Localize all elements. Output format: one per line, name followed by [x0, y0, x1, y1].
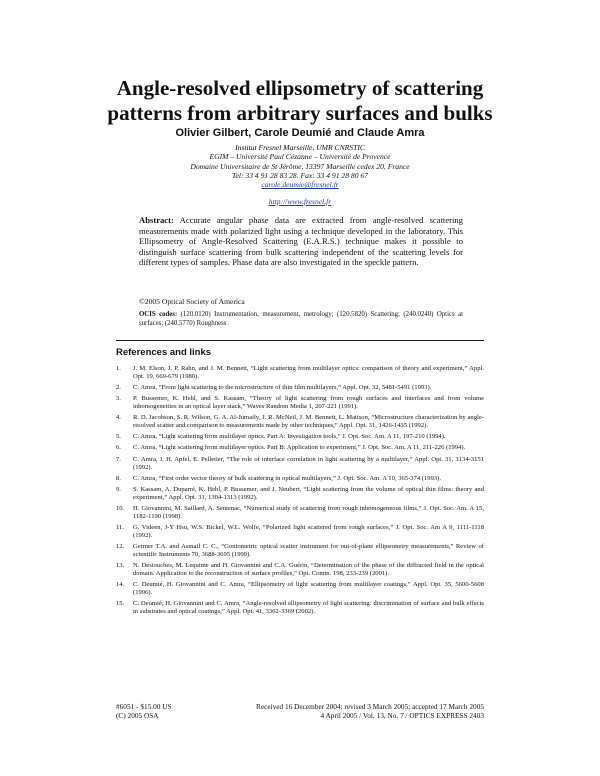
- ocis-codes: [139, 311, 463, 328]
- reference-number: 3.: [116, 395, 121, 403]
- reference-text: C. Amra, J. H. Apfel, E. Pelletier, “The role of interface correlation in light scattering by a multilayer,” Appl. Opt. 31, 3134-3151 (1992).: [133, 455, 484, 471]
- reference-item: [116, 414, 484, 430]
- title-line-2: patterns from arbitrary surfaces and bulks: [107, 101, 493, 125]
- ocis-label: OCIS codes:: [139, 311, 178, 318]
- reference-item: [116, 600, 484, 616]
- page-footer: [116, 702, 484, 720]
- reference-number: 7.: [116, 455, 121, 463]
- reference-item: [116, 562, 484, 578]
- reference-item: [116, 486, 484, 502]
- abstract: [139, 215, 463, 268]
- reference-number: 1.: [116, 365, 121, 372]
- reference-text: P. Bussemer, K. Hehl, and S. Kassam, “Theory of light scattering from rough surfaces and interfaces and from volume inhomogeneities in an optical layer stack,” Waves Random Media 1, 207-221 (1991).: [133, 395, 484, 411]
- reference-text: Germer T.A. and Asmail C. C., “Goniometric optical scatter instrument for out-of-plane ellipsometry measurements,” Review of scientific Instruments 70, 3688-3695 (1999).: [133, 543, 484, 559]
- section-divider: [116, 340, 484, 341]
- affiliation-line-1: Institut Fresnel Marseille, UMR CNRSTIC: [235, 143, 365, 152]
- reference-text: C. Amra, “Light scattering from multilayer optics. Part A: Investigation tools,” J. Opt. Soc. Am. A 11, 197-210 (1994).: [133, 433, 446, 441]
- copyright-notice: ©2005 Optical Society of America: [139, 297, 245, 306]
- reference-text: J. M. Elson, J. P. Rahn, and J. M. Bennett, “Light scattering from multilayer optics: comparison of theory and experiment,” Appl. Opt. 19, 669-679 (1980).: [133, 365, 484, 380]
- reference-item: [116, 475, 484, 483]
- reference-number: 4.: [116, 414, 121, 422]
- website-line: [60, 197, 540, 206]
- affiliation-block: [60, 143, 540, 189]
- affiliation-line-3: Domaine Universitaire de St Jérôme, 13397 Marseille cedex 20, France: [190, 161, 410, 171]
- reference-number: 12.: [116, 543, 125, 551]
- reference-item: [116, 543, 484, 559]
- abstract-label: Abstract:: [139, 215, 174, 225]
- reference-number: 8.: [116, 474, 121, 482]
- reference-text: C. Amra, “First order vector theory of bulk scattering in optical multilayers,” J. Opt. Soc. Am. A 10, 365-374 (1993).: [133, 474, 442, 482]
- reference-item: [116, 384, 484, 392]
- reference-number: 15.: [116, 600, 125, 608]
- footer-journal: 4 April 2005 / Vol. 13, No. 7 / OPTICS EXPRESS 2403: [320, 711, 484, 720]
- reference-item: [116, 395, 484, 411]
- title-line-1: Angle-resolved ellipsometry of scattering: [116, 76, 484, 100]
- affiliation-line-4: Tel: 33 4 91 28 83 28. Fax: 33 4 91 28 80 67: [232, 170, 368, 180]
- abstract-text: Accurate angular phase data are extracted from angle-resolved scattering measurements made with polarized light using a technique developed in the laboratory. This Ellipsometry of Angle-Resolved Scattering (E.A.R.S.) technique makes it possible to distinguish surface scattering from bulk scattering independent of the scattering levels for different types of samples. Phase data are also investigated in the speckle pattern.: [139, 215, 463, 267]
- email-link[interactable]: carole.deumie@fresnel.fr: [261, 180, 339, 190]
- reference-text: C. Deumié, H. Giovannini and C. Amra, “Angle-resolved ellipsometry of light scattering: discrimination of surface and bulk effects in substrates and optical coatings,” Appl. Opt. 41, 3362-3369 (2002).: [133, 600, 484, 616]
- reference-number: 6.: [116, 444, 121, 452]
- reference-list: [116, 365, 484, 619]
- reference-text: C. Deumié, H. Giovannini and C. Amra, “Ellipsometry of light scattering from multilayer coatings,” Appl. Opt. 35, 5600-5608 (1996).: [133, 581, 484, 597]
- reference-item: [116, 365, 484, 381]
- reference-number: 5.: [116, 433, 121, 441]
- reference-item: [116, 581, 484, 597]
- author-list: Olivier Gilbert, Carole Deumié and Claude Amra: [175, 127, 425, 139]
- references-heading: References and links: [116, 347, 212, 358]
- ocis-text: (120.0120) Instrumentation, measurement, metrology; (120.5820) Scattering; (240.0240) Optics at surfaces; (240.5770) Roughness: [139, 311, 463, 327]
- footer-dates: Received 16 December 2004; revised 3 March 2005; accepted 17 March 2005: [256, 702, 484, 711]
- reference-number: 10.: [116, 504, 125, 512]
- reference-item: [116, 456, 484, 472]
- reference-text: N. Destouches, M. Lequime and H. Giovannini and C.A. Guérin, “Determination of the phase of the diffracted field in the optical domain. Application to the reconstruction of surface profiles,” Opt. Comm. 198, 233-239 (2001).: [133, 562, 484, 578]
- footer-copyright: (C) 2005 OSA: [116, 711, 159, 720]
- reference-item: [116, 505, 484, 521]
- reference-number: 2.: [116, 384, 121, 392]
- reference-number: 14.: [116, 581, 125, 589]
- reference-text: H. Giovannini, M. Saillard, A. Sentenac, “Numerical study of scattering from rough inhomogeneous films,” J. Opt. Soc. Am. A 15, 1182-1190 (1998).: [133, 504, 484, 520]
- reference-text: G. Videen, J-Y Hsu, W.S. Bickel, W.L. Wolfe, “Polarized light scattered from rough surfaces,” J. Opt. Soc. Am A 9, 1111-1118 (1992).: [133, 523, 484, 539]
- reference-item: [116, 524, 484, 540]
- paper-title: [60, 76, 540, 126]
- reference-text: S. Kassam, A. Duparré, K. Hehl, P. Bussemer, and J. Neubert, “Light scattering from the volume of optical thin films: theory and experiment,” Appl. Opt. 31, 1304-1313 (1992).: [133, 485, 484, 501]
- affiliation-line-2: EGIM – Université Paul Cézanne – Université de Provence: [209, 152, 391, 162]
- reference-number: 11.: [116, 523, 124, 531]
- reference-number: 13.: [116, 562, 125, 570]
- reference-number: 9.: [116, 485, 121, 493]
- website-link[interactable]: http://www.fresnel.fr: [268, 197, 332, 206]
- reference-text: C. Amra, “Light scattering from multilayer optics. Part B: Application to experiment,” J. Opt. Soc. Am. A 11, 211-226 (1994).: [133, 444, 466, 452]
- reference-item: [116, 444, 484, 452]
- reference-item: [116, 433, 484, 441]
- reference-text: R. D. Jacobson, S. R. Wilson, G. A. Al-Jumaily, J. R. McNeil, J. M. Bennett, L. Mattson, “Microstructure characterization by angle-resolved scatter and comparison to measurements made by other techniques,” Appl. Opt. 31, 1426-1435 (1992).: [133, 414, 484, 430]
- reference-text: C. Amra, “From light scattering to the microstructure of thin film multilayers,” Appl. Opt. 32, 5481-5491 (1993).: [133, 384, 432, 392]
- footer-price: #6051 - $15.00 US: [116, 702, 172, 711]
